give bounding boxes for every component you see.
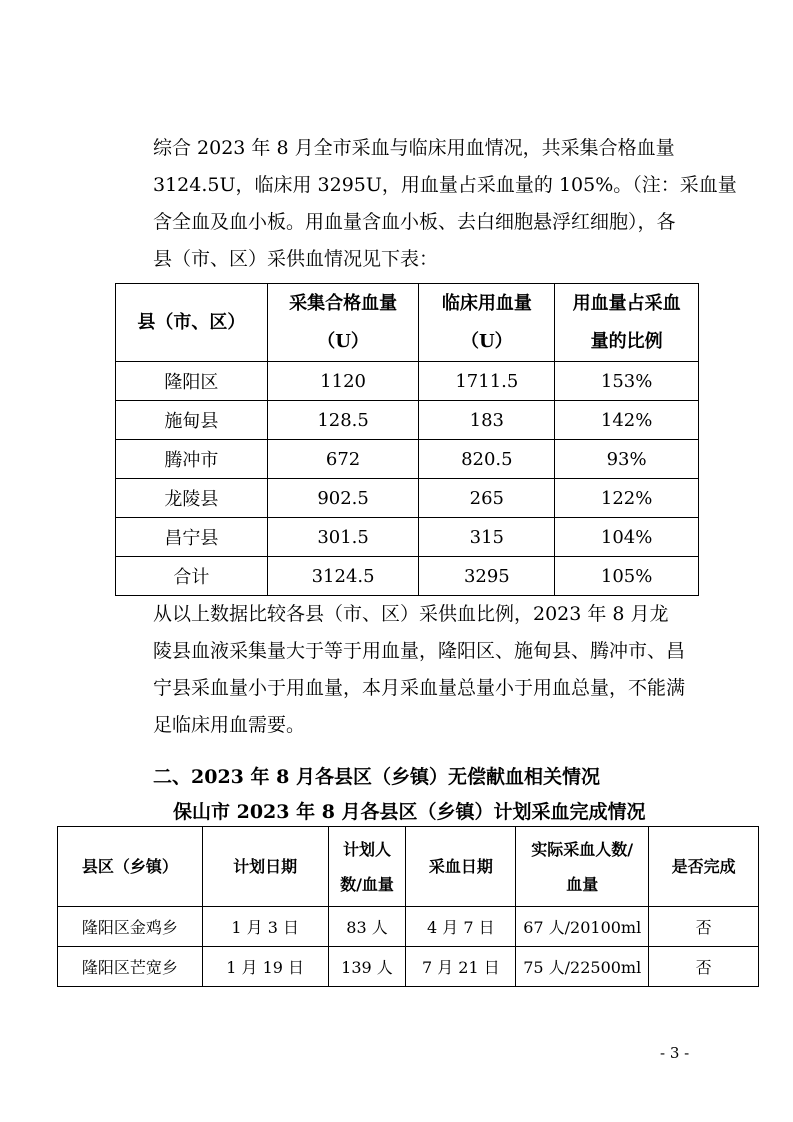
cell-completed: 否 [649,907,759,947]
cell-ratio: 105% [555,557,699,596]
paragraph-line: 宁县采血量小于用血量，本月采血量总量小于用血总量，不能满 [153,677,686,699]
table-total-row [116,557,699,596]
paragraph-line: 含全血及血小板。用血量含血小板、去白细胞悬浮红细胞），各 [153,211,676,233]
cell-used: 1711.5 [419,362,555,401]
header-collection-date: 采血日期 [406,827,516,907]
cell-county: 昌宁县 [116,518,268,557]
cell-used: 183 [419,401,555,440]
cell-county: 合计 [116,557,268,596]
header-county: 县（市、区） [116,284,268,362]
cell-used: 315 [419,518,555,557]
cell-collected: 128.5 [267,401,419,440]
paragraph-line: 县（市、区）采供血情况见下表： [153,248,439,270]
cell-used: 3295 [419,557,555,596]
table-row [116,362,699,401]
header-actual-count: 实际采血人数/ 血量 [516,827,649,907]
cell-used: 265 [419,479,555,518]
page-number: - 3 - [660,1044,690,1062]
cell-collected: 301.5 [267,518,419,557]
cell-collected: 672 [267,440,419,479]
cell-county: 腾冲市 [116,440,268,479]
cell-ratio: 104% [555,518,699,557]
table-header-row [58,827,759,907]
paragraph-line: 3124.5U，临床用 3295U，用血量占采血量的 105%。（注：采血量 [153,174,737,196]
cell-collected: 902.5 [267,479,419,518]
cell-ratio: 93% [555,440,699,479]
cell-plan-date: 1 月 3 日 [202,907,328,947]
cell-plan-date: 1 月 19 日 [202,947,328,987]
paragraph-line: 综合 2023 年 8 月全市采血与临床用血情况，共采集合格血量 [153,137,675,159]
table-row [58,947,759,987]
cell-township: 隆阳区芒宽乡 [58,947,203,987]
cell-plan-count: 83 人 [328,907,406,947]
table-title: 保山市 2023 年 8 月各县区（乡镇）计划采血完成情况 [173,801,646,823]
cell-collected: 3124.5 [267,557,419,596]
paragraph-line: 从以上数据比较各县（市、区）采供血比例，2023 年 8 月龙 [153,603,669,625]
cell-plan-count: 139 人 [328,947,406,987]
section-heading: 二、2023 年 8 月各县区（乡镇）无偿献血相关情况 [153,766,600,788]
cell-county: 隆阳区 [116,362,268,401]
table-row [116,518,699,557]
header-township: 县区（乡镇） [58,827,203,907]
intro-paragraph [115,130,737,278]
header-clinical-use: 临床用血量 （U） [419,284,555,362]
cell-ratio: 142% [555,401,699,440]
cell-ratio: 153% [555,362,699,401]
header-plan-count: 计划人 数/血量 [328,827,406,907]
paragraph-line: 足临床用血需要。 [153,714,306,736]
table-row [116,479,699,518]
table-row [116,401,699,440]
donation-plan-table [57,826,759,987]
cell-collected: 1120 [267,362,419,401]
cell-collection-date: 7 月 21 日 [406,947,516,987]
cell-township: 隆阳区金鸡乡 [58,907,203,947]
cell-ratio: 122% [555,479,699,518]
table-header-row [116,284,699,362]
header-collected: 采集合格血量 （U） [267,284,419,362]
header-completed: 是否完成 [649,827,759,907]
header-plan-date: 计划日期 [202,827,328,907]
analysis-paragraph [115,596,705,744]
cell-actual-count: 75 人/22500ml [516,947,649,987]
table-row [58,907,759,947]
cell-county: 龙陵县 [116,479,268,518]
cell-collection-date: 4 月 7 日 [406,907,516,947]
blood-supply-table [115,283,699,596]
table-row [116,440,699,479]
header-ratio: 用血量占采血 量的比例 [555,284,699,362]
cell-used: 820.5 [419,440,555,479]
paragraph-line: 陵县血液采集量大于等于用血量，隆阳区、施甸县、腾冲市、昌 [153,640,686,662]
cell-actual-count: 67 人/20100ml [516,907,649,947]
cell-county: 施甸县 [116,401,268,440]
cell-completed: 否 [649,947,759,987]
